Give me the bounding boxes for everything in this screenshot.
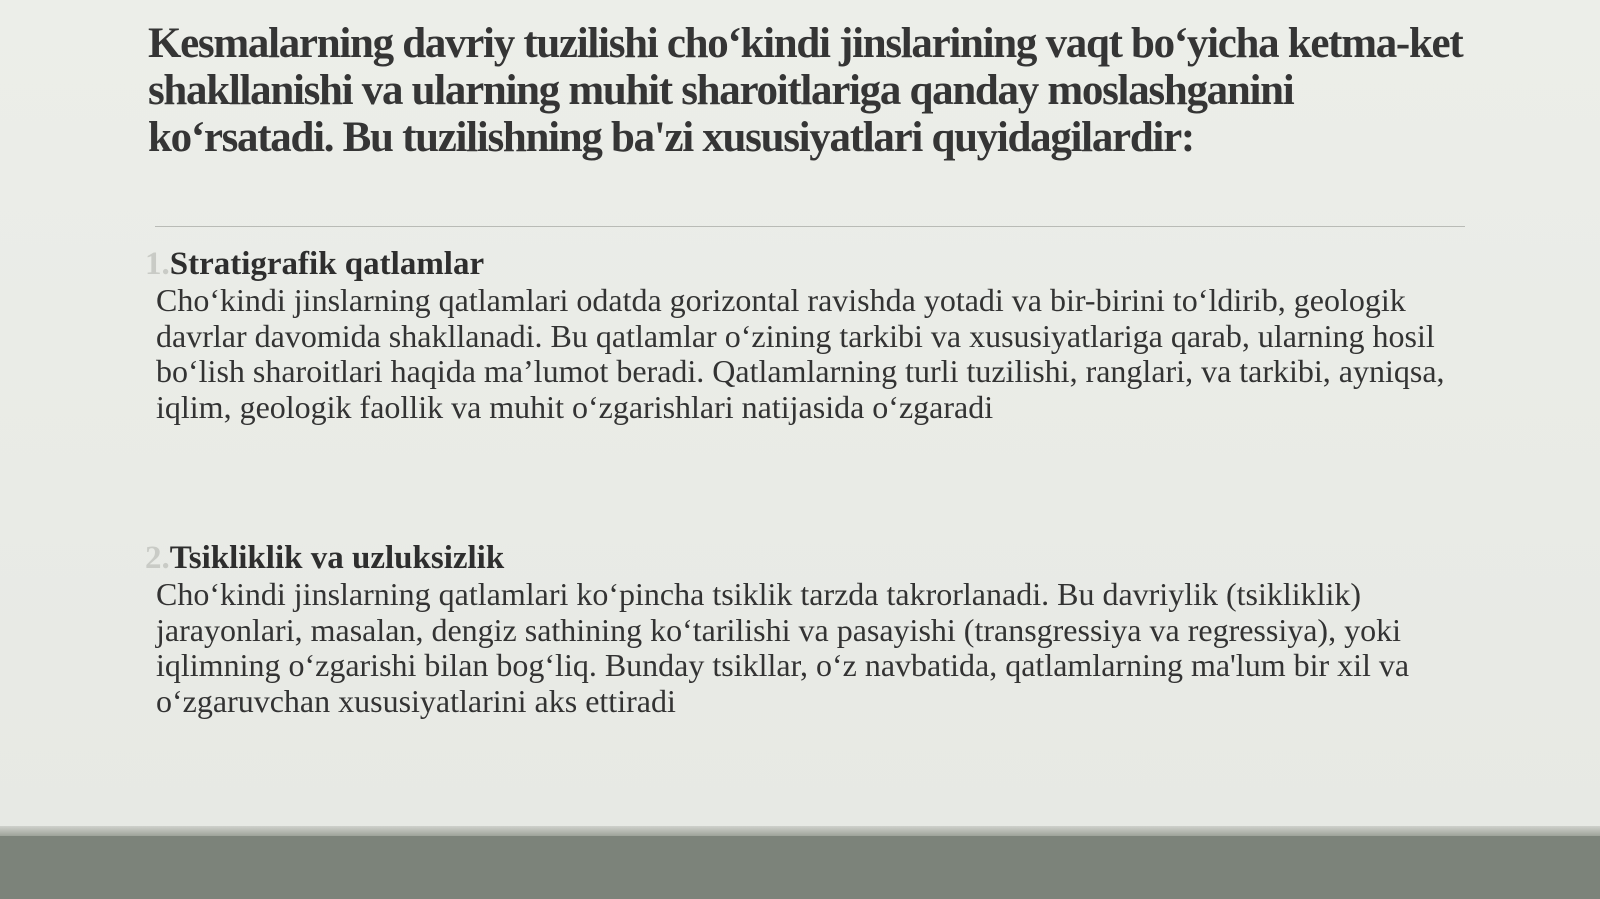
list-item [145, 539, 1475, 719]
list-item-heading: Stratigrafik qatlamlar [169, 246, 485, 282]
footer-bar [0, 836, 1600, 899]
list-item-heading: Tsikliklik va uzluksizlik [169, 540, 505, 576]
list-item-number: 2. [145, 540, 170, 576]
title-divider [155, 226, 1465, 227]
list-item-body: Cho‘kindi jinslarning qatlamlari odatda gorizontal ravishda yotadi va bir-birini to‘ldirib, geologik davrlar davomida shakllanadi. Bu qatlamlar o‘zining tarkibi va xususiyatlariga qarab, ularning hosil bo‘lish sharoitlari haqida ma’lumot beradi. Qatlamlarning turli tuzilishi, ranglari, va tarkibi, ayniqsa, iqlim, geologik faollik va muhit o‘zgarishlari natijasida o‘zgaradi [156, 282, 1445, 425]
footer-shadow [0, 826, 1600, 836]
list-item-heading-row [145, 539, 1475, 577]
list-item-number: 1. [145, 246, 170, 282]
list-item [145, 245, 1475, 425]
slide-title: Kesmalarning davriy tuzilishi cho‘kindi jinslarining vaqt bo‘yicha ketma-ket shakllanishi va ularning muhit sharoitlariga qanday moslashganini ko‘rsatadi. Bu tuzilishning ba'zi xususiyatlari quyidagilardir: [148, 20, 1463, 161]
list-item-heading-row [145, 245, 1475, 283]
list-item-body: Cho‘kindi jinslarning qatlamlari ko‘pincha tsiklik tarzda takrorlanadi. Bu davriylik (tsikliklik) jarayonlari, masalan, dengiz sathining ko‘tarilishi va pasayishi (transgressiya va regressiya), yoki iqlimning o‘zgarishi bilan bog‘liq. Bunday tsikllar, o‘z navbatida, qatlamlarning ma'lum bir xil va o‘zgaruvchan xususiyatlarini aks ettiradi [156, 576, 1410, 719]
